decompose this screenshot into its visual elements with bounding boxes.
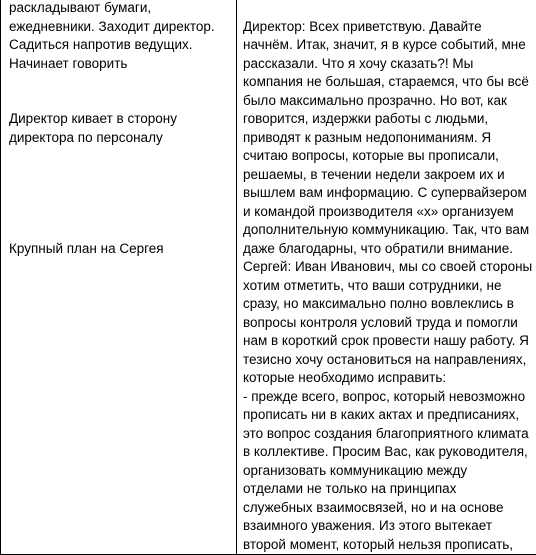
dialogue-line: дополнительную коммуникацию. Так, что вам — [237, 221, 536, 240]
direction-line: Крупный план на Сергея — [1, 240, 236, 259]
dialogue-line: отделами не только на принципах — [237, 480, 536, 499]
dialogue-line: рассказали. Что я хочу сказать?! Мы — [237, 55, 536, 74]
dialogue-line: начнём. Итак, значит, я в курсе событий, мне — [237, 36, 536, 55]
dialogue-line: нам в короткий срок провести нашу работу. Я — [237, 332, 536, 351]
dialogue-line: даже благодарны, что обратили внимание. — [237, 240, 536, 259]
dialogue-cell — [237, 0, 536, 555]
dialogue-line: было максимально прозрачно. Но вот, как — [237, 92, 536, 111]
dialogue-line: взаимного уважения. Из этого вытекает — [237, 517, 536, 536]
dialogue-line: тезисно хочу остановиться на направлениях, — [237, 351, 536, 370]
direction-line: Садиться напротив ведущих. — [1, 36, 236, 55]
direction-line: директора по персоналу — [1, 129, 236, 148]
dialogue-line: которые необходимо исправить: — [237, 369, 536, 388]
dialogue-line: Директор: Всех приветствую. Давайте — [237, 18, 536, 37]
dialogue-line: считаю вопросы, которые вы прописали, — [237, 147, 536, 166]
director-speech — [237, 18, 536, 259]
direction-block-2 — [1, 110, 236, 147]
dialogue-line: решаемы, в течении недели закроем их и — [237, 166, 536, 185]
dialogue-line: служебных взаимосвязей, но и на основе — [237, 499, 536, 518]
stage-directions-cell — [1, 0, 237, 555]
dialogue-line: приводят к разным недопониманиям. Я — [237, 129, 536, 148]
dialogue-line: говорится, издержки работы с людьми, — [237, 110, 536, 129]
dialogue-line: сразу, но максимально полно вовлеклись в — [237, 295, 536, 314]
dialogue-line: в коллективе. Просим Вас, как руководителя, — [237, 443, 536, 462]
dialogue-line: второй момент, который нельзя прописать, — [237, 536, 536, 555]
dialogue-line: - прежде всего, вопрос, который невозможно — [237, 388, 536, 407]
dialogue-line: это вопрос создания благоприятного климата — [237, 425, 536, 444]
direction-line: Начинает говорить — [1, 55, 236, 74]
direction-line: ежедневники. Заходит директор. — [1, 18, 236, 37]
dialogue-line: компания не большая, стараемся, что бы всё — [237, 73, 536, 92]
direction-line: раскладывают бумаги, — [1, 0, 236, 18]
dialogue-line: и командой производителя «х» организуем — [237, 203, 536, 222]
dialogue-line: хотим отметить, что ваши сотрудники, не — [237, 277, 536, 296]
table-row — [1, 0, 536, 555]
direction-line: Директор кивает в сторону — [1, 110, 236, 129]
dialogue-line: прописать ни в каких актах и предписаниях, — [237, 406, 536, 425]
direction-block-1 — [1, 0, 236, 73]
dialogue-line: вопросы контроля условий труда и помогли — [237, 314, 536, 333]
sergey-speech — [237, 258, 536, 554]
dialogue-line: организовать коммуникацию между — [237, 462, 536, 481]
dialogue-line: Сергей: Иван Иванович, мы со своей стороны — [237, 258, 536, 277]
dialogue-line: вышлем вам информацию. С супервайзером — [237, 184, 536, 203]
direction-block-3 — [1, 240, 236, 259]
